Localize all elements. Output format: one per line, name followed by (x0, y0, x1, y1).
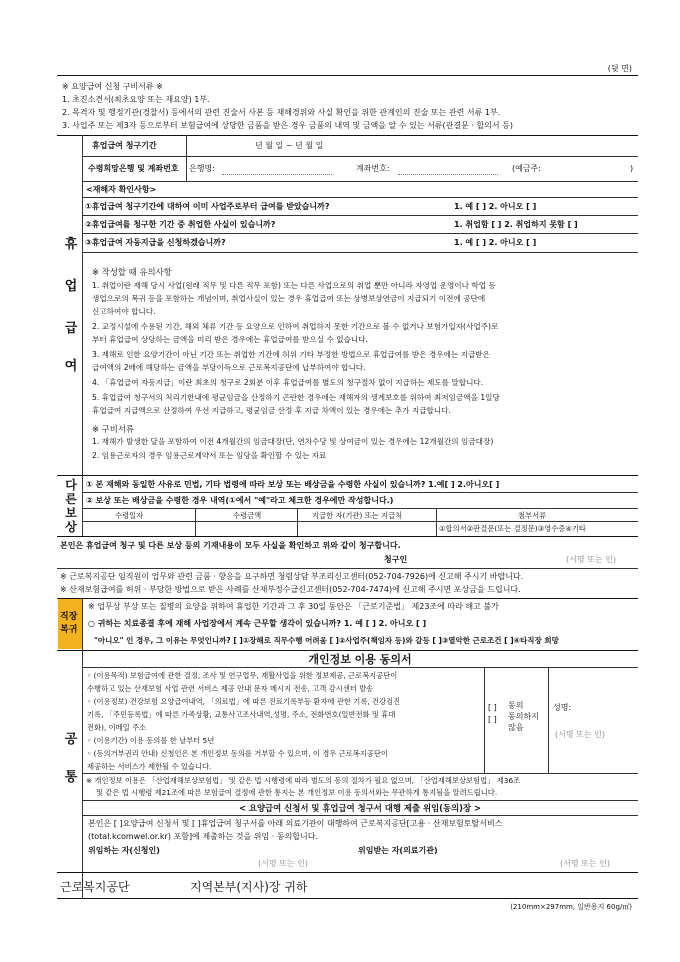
section-border (57, 872, 638, 873)
attach-options[interactable]: ①합의서②판결문(또는 결정문)③영수증④기타 (439, 524, 586, 533)
holder-close: ) (630, 164, 634, 173)
consent-label-disagree: 동의하지 (508, 712, 539, 721)
privacy-item: ◦ (이용정보) 건강보험 요양급여내역, 「의료법」에 따른 진료기록부등 환자에 관한 기록, 건강검진 (87, 697, 401, 706)
row-line (82, 815, 638, 816)
row-line (82, 521, 638, 522)
sick-leave-char-3: 급 (64, 321, 78, 336)
period-divider (186, 135, 187, 181)
privacy-notice-2: 및 같은 법 시행령 제21조에 따른 보험급여 결정에 관한 통지는 본 개인정보 이용 동의서와는 무관하게 통지됨을 알려드립니다. (96, 788, 498, 797)
declaration: 본인은 휴업급여 청구 및 다른 보상 등의 기재내용이 모두 사실을 확인하고 위와 같이 청구합니다. (60, 541, 401, 550)
note-line: 생업으로의 복귀 등을 포함하는 개념이며, 취업사실이 있는 경우 휴업급여 또는 상병보상연금이 지급되기 이전에 공단에 (92, 294, 486, 303)
period-value[interactable]: 년 월 일 ~ 년 월 일 (255, 141, 324, 150)
row-line (82, 181, 638, 182)
note-line: 2. 교정시설에 수용된 기간, 해외 체류 기간 등 요양으로 인하여 취업하지 못한 기간으로 볼 수 없거나 보험가입자(사업주)로 (92, 322, 499, 331)
privacy-item: ◦ (이용목적) 보험급여에 관한 결정, 조사 및 연구업무, 재활사업을 위한 정보제공, 근로복지공단이 (87, 671, 398, 680)
privacy-item: 전화), 이메일 주소 (87, 723, 147, 732)
sick-leave-char-2: 업 (64, 279, 78, 294)
row-line (82, 508, 638, 509)
footer-org: 근로복지공단 (60, 880, 130, 894)
other-comp-char-1: 다 (65, 478, 77, 492)
attachments-title: ※ 요양급여 신청 구비서류 ※ (62, 82, 163, 91)
other-comp-char-3: 보 (65, 506, 77, 520)
account-input[interactable] (398, 174, 498, 175)
section-border (57, 475, 638, 476)
confirm-title: <재해자 확인사항> (86, 185, 157, 194)
note-line: 4. 「휴업급여 자동지급」이란 최초의 청구로 2회분 이후 휴업급여를 별도의 청구절차 없이 지급하는 제도를 말합니다. (92, 378, 484, 387)
privacy-item: ◦ (동의거부권리 안내) 신청인은 본 개인정보 동의를 거부할 수 있으며, 이 경우 근로복지공단이 (87, 749, 388, 758)
privacy-item: 기록, 「주민등록법」에 따른 가족상황, 교통사고조사내역,성명, 주소, 전화번호(일반전화 및 휴대 (87, 710, 396, 719)
section-divider-left (82, 135, 83, 475)
account-label: 계좌번호: (356, 164, 390, 173)
note-line: 5. 휴업급여 청구서의 처리기한내에 평균임금을 산정하기 곤란한 경우에는 재해자의 생계보호를 위하여 최저임금액을 1일당 (92, 393, 500, 402)
row-line (57, 568, 638, 569)
return-to-work-label-box (58, 599, 82, 649)
section-divider-left (82, 650, 83, 898)
row-line (82, 773, 638, 774)
delegator-label: 위임하는 자(신청인) (88, 846, 160, 855)
sick-leave-char-4: 여 (64, 359, 78, 374)
question-2-options[interactable]: 1. 취업함 [ ] 2. 취업하지 못함 [ ] (454, 220, 578, 229)
bank-label: 수령희망은행 및 계좌번호 (88, 164, 179, 173)
row-line (82, 156, 638, 157)
claimant-label: 청구인 (384, 555, 408, 564)
column-attachments: 첨부서류 (518, 511, 547, 520)
column-divider (297, 508, 298, 536)
note-line: 휴업급여 지급액으로 산정하여 우선 지급하고, 평균임금 산정 후 지급 차액이 있는 경우에는 추가 지급합니다. (92, 406, 451, 415)
footer-recipient: 지역본부(지사)장 귀하 (190, 880, 308, 894)
privacy-notice-1: ※ 개인정보 이용은 「산업재해보상보험법」 및 같은 법 시행령에 따라 별도의 동의 절차가 필요 없으며, 「산업재해보상보험법」 제36조 (86, 776, 521, 785)
common-char-1: 공 (64, 732, 78, 747)
delegatee-sign[interactable]: (서명 또는 인) (560, 859, 610, 868)
note-line: 1. 취업이란 재해 당시 사업(원래 직무 및 다른 직무 포함) 또는 다른 사업으로의 취업 뿐만 아니라 자영업 운영이나 학업 등 (92, 281, 496, 290)
note-line: 급여액의 2배에 해당하는 금액을 부당이득으로 근로복지공단에 납부하여야 합니다. (92, 363, 366, 372)
note-line: 부터 휴업급여 상당하는 금액을 미리 받은 경우에는 휴업급여를 받으실 수 없습니다. (92, 335, 368, 344)
other-comp-q2: ② 보상 또는 배상금을 수령한 경우 내역(①에서 "예"라고 체크한 경우에만 작성합니다.) (86, 496, 394, 505)
attachment-item-1: 1. 초진소견서(최초요양 또는 재요양) 1부. (62, 95, 210, 104)
return-question[interactable]: ○ 귀하는 치료종결 후에 재해 사업장에서 계속 근무할 생각이 있습니까? 1. 예 [ ] 2. 아니오 [ ] (88, 619, 427, 628)
attachments-bottom-border (57, 135, 638, 136)
section-border (57, 650, 638, 651)
row-line (82, 492, 638, 493)
row-line (82, 233, 638, 234)
section-border (57, 536, 638, 537)
delegator-sign[interactable]: (서명 또는 인) (258, 859, 308, 868)
question-1-options[interactable]: 1. 예 [ ] 2. 아니오 [ ] (454, 202, 537, 211)
section-divider-left (82, 475, 83, 536)
question-3: ③휴업급여 자동지급을 신청하겠습니까? (85, 238, 226, 247)
consent-divider (548, 667, 549, 773)
question-1: ①휴업급여 청구기간에 대하여 이미 사업주로부터 급여를 받았습니까? (85, 202, 330, 211)
report-line-2: ※ 산재보험급여를 허위 · 부당한 방법으로 받은 사례를 산재부정수급신고센터(052-704-7474)에 신고해 주시면 포상금을 드립니다. (60, 585, 521, 594)
return-notice: ※ 업무상 부상 또는 질병의 요양을 위하여 휴업한 기간과 그 후 30일 동안은 「근로기준법」 제23조에 따라 해고 불가 (88, 602, 499, 611)
row-line (82, 667, 638, 668)
row-line (82, 215, 638, 216)
row-line (82, 197, 638, 198)
top-border (57, 75, 638, 76)
return-to-work-label-1: 직장 (60, 612, 78, 622)
return-followup[interactable]: "아니오" 인 경우, 그 이유는 무엇인니까? [ ]①장해로 직무수행 어려움 [ ]②사업주(책임자 등)와 갈등 [ ]③열악한 근로조건 [ ]④타직장 희망 (94, 636, 559, 645)
note-line: 3. 재해로 인한 요양기간이 아닌 기간 또는 취업한 기간에 허위 기타 부정한 방법으로 휴업급여를 받은 경우에는 지급받은 (92, 350, 490, 359)
other-comp-char-2: 른 (65, 492, 77, 506)
privacy-item: ◦ (이용기간) 이용 동의를 한 날부터 5년 (87, 736, 215, 745)
period-label: 휴업급여 청구기간 (92, 141, 157, 150)
bottom-border (57, 898, 638, 899)
consent-label-agree: 동의 (508, 701, 524, 710)
delegation-title: < 요양급여 신청서 및 휴업급여 청구서 대행 제출 위임(동의)장 > (238, 803, 482, 813)
attachment-item-2: 2. 목격자 및 행정기관(경찰서) 등에서의 관련 진술서 사본 등 재해경위와 사실 확인을 위한 관계인의 진술 또는 관련 서류 1부. (62, 108, 501, 117)
privacy-item: 수행하고 있는 산재보험 사업 관련 서비스 제공 안내 문자 메시지 전송, 고객 감시센터 발송 (87, 684, 374, 693)
delegation-text-1[interactable]: 본인은 [ ]요양급여 신청서 및 [ ]휴업급여 청구서를 아래 의료기관이 대행하여 근로복지공단[고용 · 산재보험토탈서비스 (88, 819, 503, 828)
delegation-text-2: (total.kcomwel.or.kr) 포함]에 제출하는 것을 위임 · 동의합니다. (88, 832, 319, 841)
claimant-sign[interactable]: (서명 또는 인) (566, 555, 616, 564)
consent-checkbox-disagree[interactable]: [ ] (488, 715, 497, 724)
doc-line: 1. 재해가 발생한 달을 포함하여 이전 4개월간의 임금대장(단, 연차수당 및 상여금이 있는 경우에는 12개월간의 임금대장) (92, 437, 494, 446)
footer-paper: (210mm×297mm, 일반용지 60g/㎡) (510, 903, 632, 911)
other-comp-char-4: 상 (65, 520, 77, 534)
attachment-item-3: 3. 사업주 또는 제3자 등으로부터 보험급여에 상당한 금품을 받은 경우 금품의 내역 및 금액을 알 수 있는 서류(관결문 · 합의서 등) (62, 121, 514, 130)
section-divider-left (82, 598, 83, 650)
bank-name-label: 은행명: (189, 164, 215, 173)
column-divider (195, 508, 196, 536)
section-border (57, 598, 638, 599)
column-divider (436, 508, 437, 536)
column-received-date: 수령일자 (115, 511, 144, 520)
question-3-options[interactable]: 1. 예 [ ] 2. 아니오 [ ] (454, 238, 537, 247)
column-payer: 지급한 자(기관) 또는 지급처 (312, 511, 403, 520)
consent-checkbox-agree[interactable]: [ ] (488, 703, 497, 712)
note-line: 신고하여야 합니다. (92, 307, 156, 316)
consent-divider (484, 667, 485, 773)
page-side-label: (뒷 면) (607, 64, 632, 73)
bank-name-input[interactable] (222, 174, 332, 175)
report-line-1: ※ 근로복지공단 임직원이 업무와 관련 금품 · 향응을 요구하면 청렴상담 부조리신고센터(052-704-7926)에 신고해 주시기 바랍니다. (60, 572, 524, 581)
docs-title: ※ 구비서류 (92, 424, 135, 434)
row-line (82, 800, 638, 801)
sick-leave-char-1: 휴 (64, 237, 78, 252)
return-to-work-label-2: 복귀 (60, 625, 78, 635)
notes-title: ※ 작성할 때 유의사항 (92, 267, 172, 277)
holder-label: (예금주: (512, 164, 542, 173)
row-line (82, 252, 638, 253)
doc-line: 2. 임용근로자의 경우 임용근로계약서 또는 임당을 확인할 수 있는 자료 (92, 451, 327, 460)
consent-label-disagree-2: 않음 (508, 723, 524, 732)
consent-name-label: 성명: (553, 703, 572, 712)
privacy-title: 개인정보 이용 동의서 (308, 653, 412, 666)
other-comp-q1[interactable]: ① 본 재해와 동일한 사유로 민법, 기타 법령에 따라 보상 또는 배상금을 수령한 사실이 있습니까? 1.예[ ] 2.아니오[ ] (86, 480, 500, 489)
column-received-amount: 수령금액 (233, 511, 262, 520)
consent-sign[interactable]: (서명 또는 인) (555, 730, 605, 739)
question-2: ②휴업급여를 청구한 기간 중 취업한 사실이 있습니까? (85, 220, 276, 229)
privacy-item: 제공하는 서비스가 제한될 수 있습니다. (87, 762, 212, 771)
common-char-2: 통 (64, 770, 78, 785)
delegatee-label: 위임받는 자(의료기관) (358, 846, 438, 855)
